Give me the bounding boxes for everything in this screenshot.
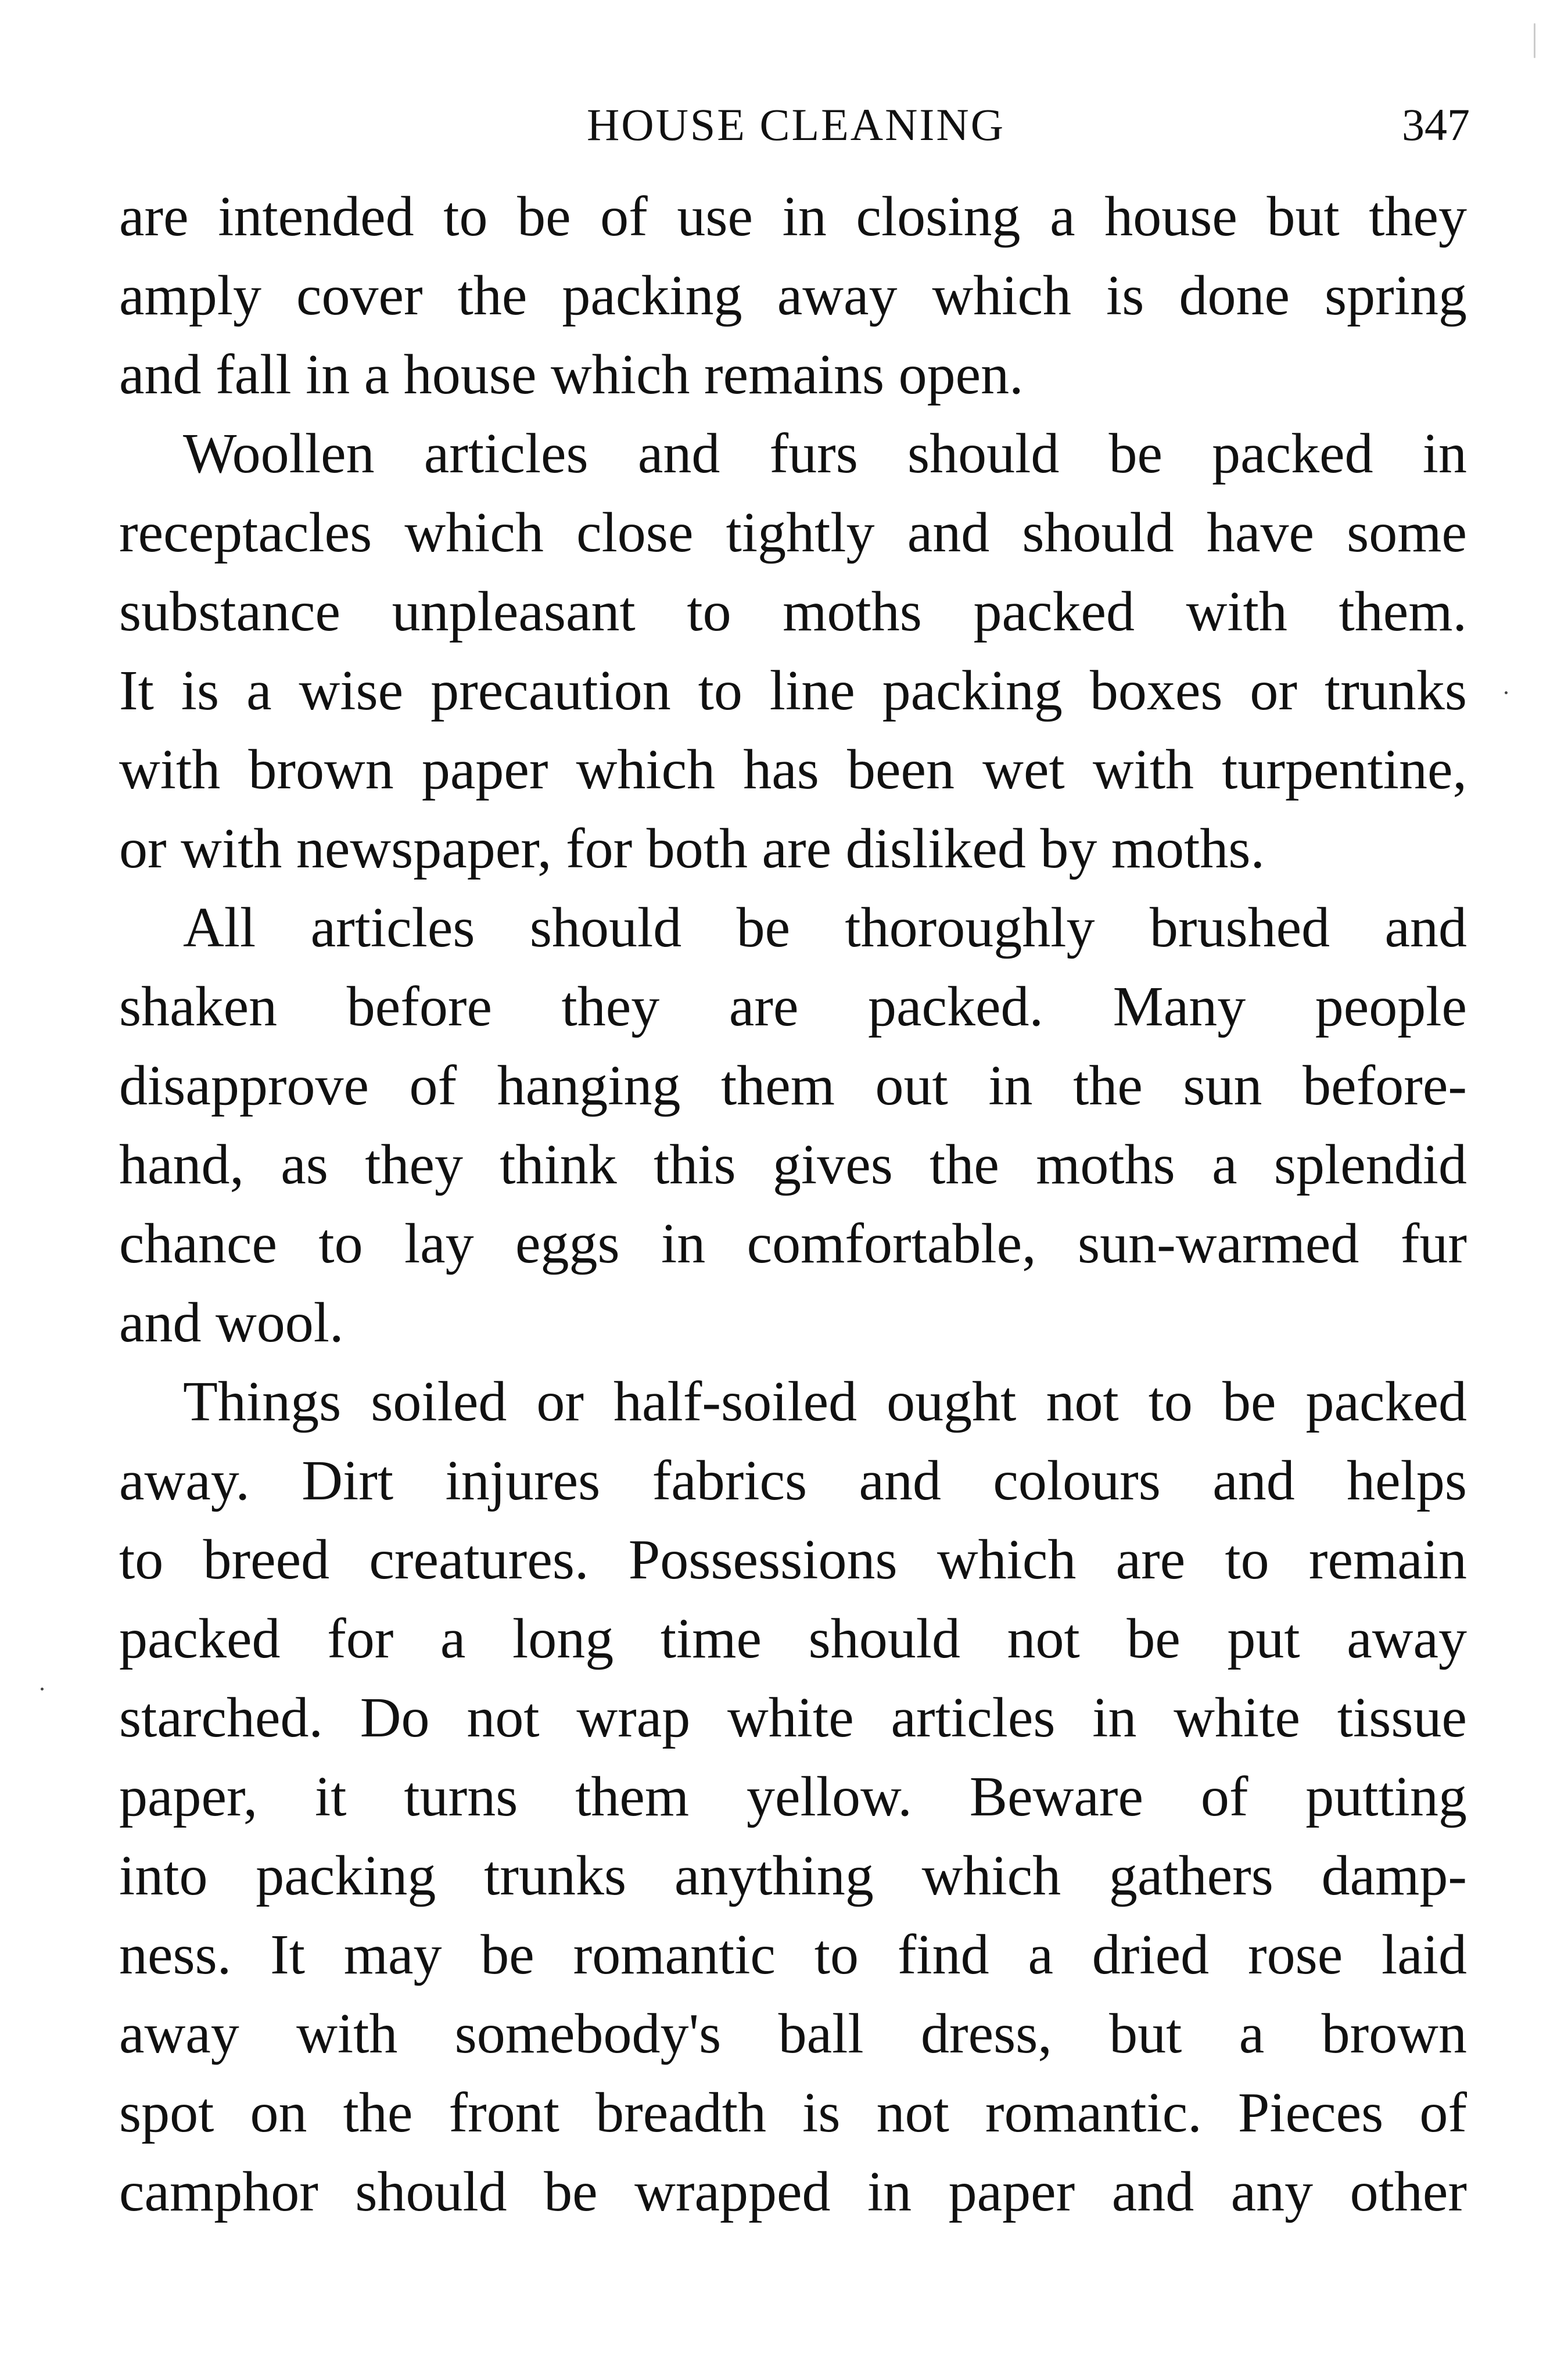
text-line: shaken before they are packed. Many people — [119, 975, 1467, 1038]
text-line: disapprove of hanging them out in the sun before- — [119, 1054, 1467, 1117]
body-text — [119, 177, 1467, 2231]
text-line: or with newspaper, for both are disliked by moths. — [119, 817, 1265, 880]
text-line: It is a wise precaution to line packing boxes or trunks — [119, 659, 1467, 722]
text-line: with brown paper which has been wet with turpentine, — [119, 738, 1467, 801]
text-line: Woollen articles and furs should be packed in — [183, 422, 1467, 485]
text-line: are intended to be of use in closing a house but they — [119, 185, 1467, 248]
text-line: and fall in a house which remains open. — [119, 343, 1024, 406]
text-line: and wool. — [119, 1291, 344, 1354]
text-line: away. Dirt injures fabrics and colours and helps — [119, 1449, 1467, 1512]
text-line: away with somebody's ball dress, but a brown — [119, 2002, 1467, 2065]
running-head — [122, 93, 1470, 157]
text-line: paper, it turns them yellow. Beware of putting — [119, 1765, 1467, 1828]
paper-speck — [1505, 691, 1508, 694]
text-line: substance unpleasant to moths packed with them. — [119, 580, 1467, 643]
text-line: hand, as they think this gives the moths a splendid — [119, 1133, 1467, 1196]
running-title: HOUSE CLEANING — [586, 99, 1006, 150]
text-line: receptacles which close tightly and should have some — [119, 501, 1467, 564]
text-line: amply cover the packing away which is done spring — [119, 264, 1467, 327]
text-line: to breed creatures. Possessions which are to remain — [119, 1528, 1467, 1591]
text-line: into packing trunks anything which gathers damp- — [119, 1844, 1467, 1907]
text-line: ness. It may be romantic to find a dried rose laid — [119, 1923, 1467, 1986]
text-line: Things soiled or half-soiled ought not to be packed — [183, 1370, 1467, 1433]
paper-speck — [41, 1688, 44, 1691]
text-line: packed for a long time should not be put away — [119, 1607, 1467, 1670]
text-line: starched. Do not wrap white articles in white tissue — [119, 1686, 1467, 1749]
text-line: camphor should be wrapped in paper and any other — [119, 2160, 1467, 2223]
paper-speck — [1534, 23, 1535, 58]
page-number: 347 — [1402, 99, 1470, 150]
text-line: All articles should be thoroughly brushed and — [183, 896, 1467, 959]
text-line: chance to lay eggs in comfortable, sun-warmed fur — [119, 1212, 1467, 1275]
text-line: spot on the front breadth is not romantic. Pieces of — [119, 2081, 1467, 2144]
